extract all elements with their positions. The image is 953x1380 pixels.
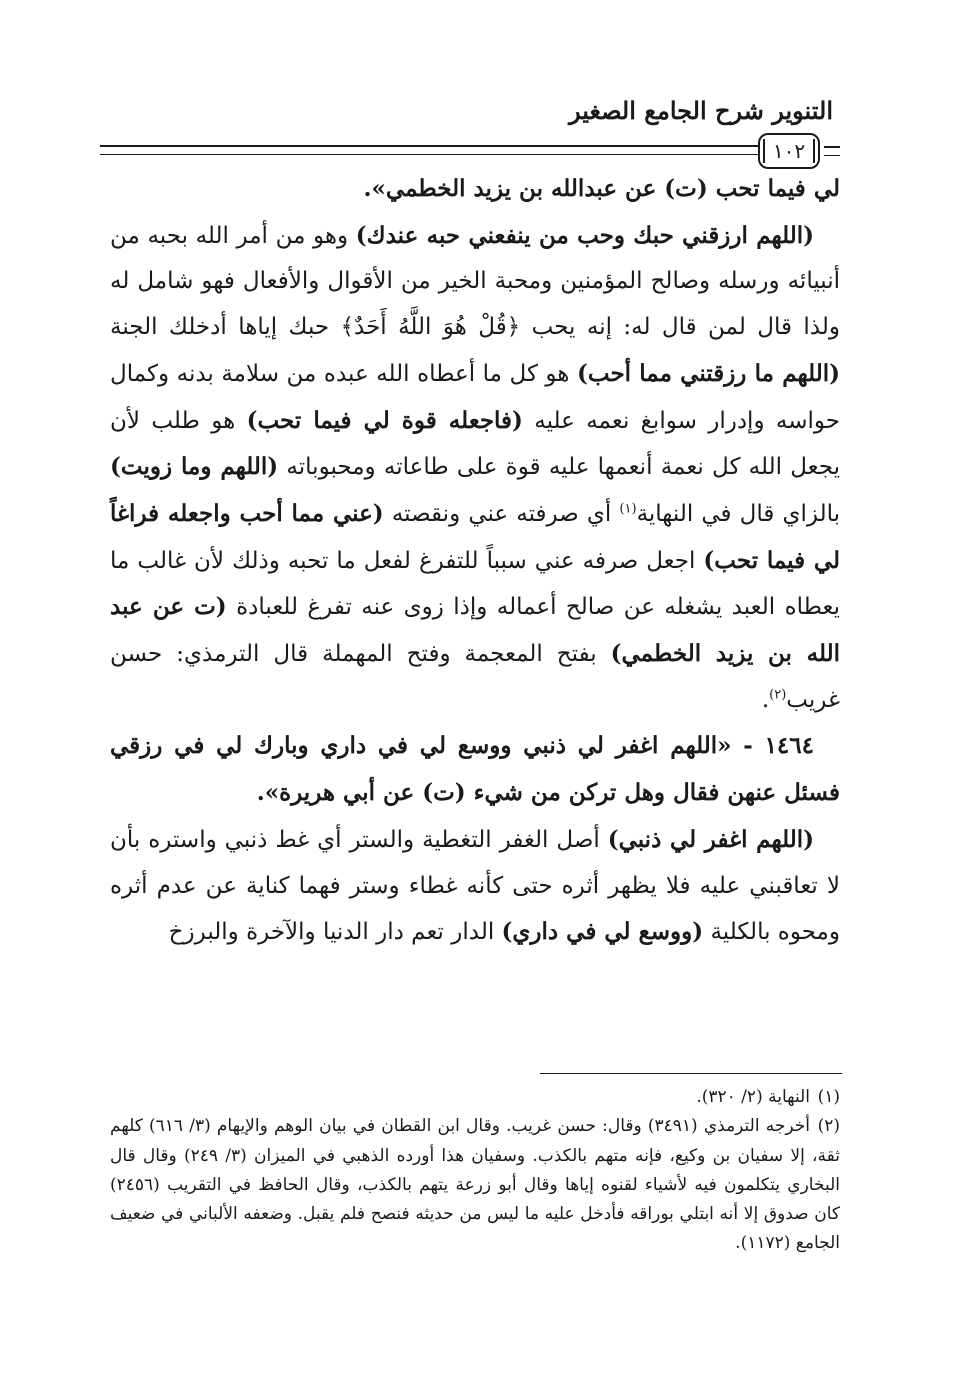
matn-quote: (اللهم وما زويت) [110,453,279,481]
matn-quote: (اللهم اغفر لي ذنبي) [607,825,814,853]
paragraph-hadith-end [110,166,840,213]
header-rule-tail [824,146,840,156]
commentary-text: هو طلب لأن يجعل الله كل نعمة أنعمها عليه قوة على طاعاته ومحبوباته [110,407,840,481]
matn-quote: (فاجعله قوة لي فيما تحب) [246,406,523,434]
matn-quote: (اللهم ارزقني حبك وحب من ينفعني حبه عندك) [355,221,814,249]
commentary-text: بفتح المعجمة وفتح المهملة قال الترمذي: حسن غريب [110,641,840,713]
commentary-text: . [761,686,770,713]
matn-quote: (اللهم ما رزقتني مما أحب) [576,359,840,387]
footnote-separator [540,1073,842,1074]
footnotes [110,1083,840,1259]
page-number [758,133,820,169]
matn-quote: (ت عن عبد الله بن يزيد الخطمي) [110,593,840,668]
hadith-text: لي فيما تحب (ت) عن عبدالله بن يزيد الخطمي». [363,175,840,202]
commentary-text: اجعل صرفه عني سبباً للتفرغ لفعل ما تحبه وذلك لأن غالب ما يعطاه العبد يشغله عن صالح أعماله وإذا زوى عنه تفرغ للعبادة [110,547,840,621]
commentary-text: الدار تعم دار الدنيا والآخرة والبرزخ [168,919,502,946]
main-text [110,166,840,956]
matn-quote: (ووسع لي في داري) [501,918,704,946]
footnote-text: النهاية (٢/ ٣٢٠). [696,1087,810,1107]
commentary-text: أصل الغفر التغطية والستر أي غط ذنبي واستره بأن لا تعاقبني عليه فلا يظهر أثره حتى كأنه غطاء وستر فهما كناية عن عدم أثره ومحوه بالكلية [110,826,840,946]
commentary-text: هو كل ما أعطاه الله عبده من سلامة بدنه وكمال حواسه وإدرار سوابغ نعمه عليه [110,360,840,434]
paragraph-commentary-1 [110,213,840,724]
paragraph-commentary-2 [110,817,840,956]
commentary-text: بالزاي قال في النهاية [636,500,840,527]
footnote-number: (٢) [817,1116,840,1137]
footnote-ref-1[interactable]: (١) [619,501,637,517]
page-number-text: ١٠٢ [772,139,806,163]
commentary-text: وهو من أمر الله بحبه من أنبيائه ورسله وصالح المؤمنين ومحبة الخير من الأقوال والأفعال فهو شامل له ولذا قال لمن قال له: إنه يحب ﴿قُلْ هُوَ اللَّهُ أَحَدٌ﴾ حبك إياها أدخلك الجنة [110,222,840,341]
footnote-number: (١) [817,1087,840,1107]
header-double-rule [100,145,758,155]
footnote-1 [110,1083,840,1112]
footnote-text: أخرجه الترمذي (٣٤٩١) وقال: حسن غريب. وقال ابن القطان في بيان الوهم والإيهام (٣/ ٦١٦) كلهم ثقة، إلا سفيان بن وكيع، فإنه متهم بالكذب. وسفيان هذا أورده الذهبي في الميزان (٣/ ٢٤٩) وقال قال البخاري يتكلمون فيه لأشياء لقنوه إياها وقال أبو زرعة يتهم بالكذب، وقال الحافظ في التقريب (٢٤٥٦) كان صدوق إلا أنه ابتلي بوراقه فأدخل عليه ما ليس من حديثه فنصح فلم يقبل. وضعفه الألباني في ضعيف الجامع (١١٧٢). [110,1116,840,1254]
paragraph-hadith-1464 [110,723,840,816]
matn-quote: (عني مما أحب واجعله فراغاً لي فيما تحب) [110,499,841,574]
hadith-text: ١٤٦٤ - «اللهم اغفر لي ذنبي ووسع لي في داري وبارك لي في رزقي فسئل عنهن فقال وهل تركن من شيء (ت) عن أبي هريرة». [110,732,840,807]
footnote-ref-2[interactable]: (٢) [769,687,787,703]
footnote-2 [110,1112,840,1258]
commentary-text: أي صرفته عني ونقصته [383,500,620,527]
running-title: التنوير شرح الجامع الصغير [569,96,833,125]
